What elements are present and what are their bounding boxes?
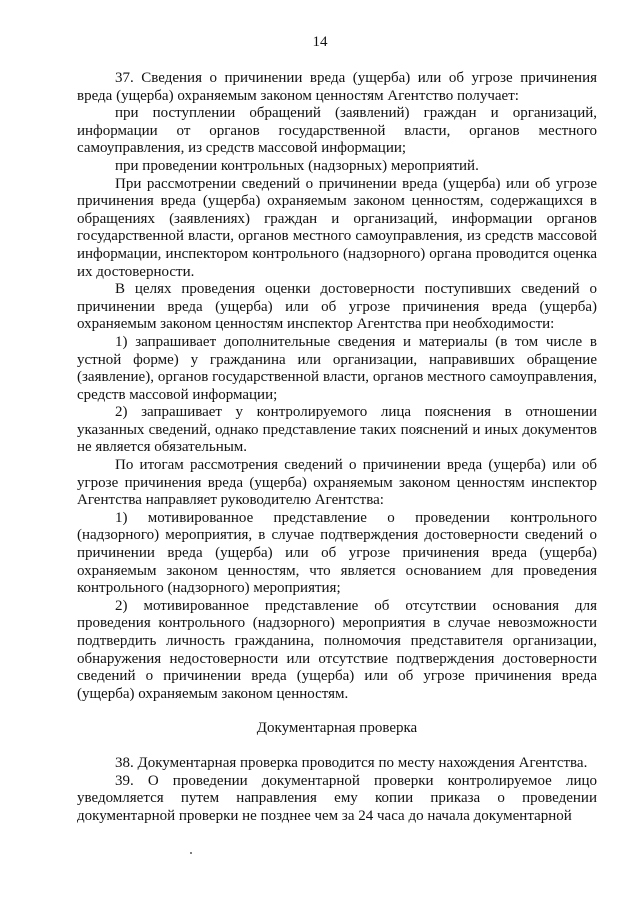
document-body: [77, 70, 597, 825]
paragraph-39: 39. О проведении документарной проверки контролируемое лицо уведомляется путем направления ему копии приказа о проведении документарной проверки не позднее чем за 24 часа до начала документарной: [77, 772, 597, 824]
paragraph: при проведении контрольных (надзорных) мероприятий.: [115, 157, 479, 174]
section-heading: Документарная проверка: [256, 720, 418, 737]
paragraph-38: 38. Документарная проверка проводится по месту нахождения Агентства.: [115, 754, 588, 771]
list-item: 1) запрашивает дополнительные сведения и материалы (в том числе в устной форме) у гражданина или организации, направивших обращение (заявление), органов государственной власти, органов местного самоуправления, средств массовой информации;: [77, 333, 597, 403]
scan-speck: [190, 852, 192, 854]
paragraph: при поступлении обращений (заявлений) граждан и организаций, информации от органов государственной власти, органов местного самоуправления, из средств массовой информации;: [77, 105, 597, 157]
paragraph: По итогам рассмотрения сведений о причинении вреда (ущерба) или об угрозе причинения вреда (ущерба) охраняемым законом ценностям инспектор Агентства направляет руководителю Агентства:: [77, 457, 597, 509]
list-item: 1) мотивированное представление о проведении контрольного (надзорного) мероприятия, в случае подтверждения достоверности сведений о причинении вреда (ущерба) или об угрозе причинения вреда (ущерба) охраняемым законом ценностям, что является основанием для проведения контрольного (надзорного) мероприятия;: [77, 509, 597, 597]
paragraph: При рассмотрении сведений о причинении вреда (ущерба) или об угрозе причинения вреда (ущерба) охраняемым законом ценностям, содержащихся в обращениях (заявлениях) граждан и организаций, информации органов государственной власти, органов местного самоуправления, из средств массовой информации, инспектором контрольного (надзорного) органа проводится оценка их достоверности.: [77, 175, 597, 280]
list-item: 2) мотивированное представление об отсутствии основания для проведения контрольного (надзорного) мероприятия в случае невозможности подтвердить личность гражданина, полномочия представителя организации, обнаружения недостоверности или отсутствие подтверждения достоверности сведений о причинении вреда (ущерба) или об угрозе причинения вреда (ущерба) охраняемым законом ценностям.: [77, 597, 597, 702]
paragraph-37: 37. Сведения о причинении вреда (ущерба) или об угрозе причинения вреда (ущерба) охраняемым законом ценностям Агентство получает:: [77, 70, 597, 104]
list-item: 2) запрашивает у контролируемого лица пояснения в отношении указанных сведений, однако представление таких пояснений и иных документов не является обязательным.: [77, 404, 597, 456]
page-number: 14: [312, 34, 328, 50]
paragraph: В целях проведения оценки достоверности поступивших сведений о причинении вреда (ущерба) или об угрозе причинения вреда (ущерба) охраняемым законом ценностям инспектор Агентства при необходимости:: [77, 281, 597, 333]
